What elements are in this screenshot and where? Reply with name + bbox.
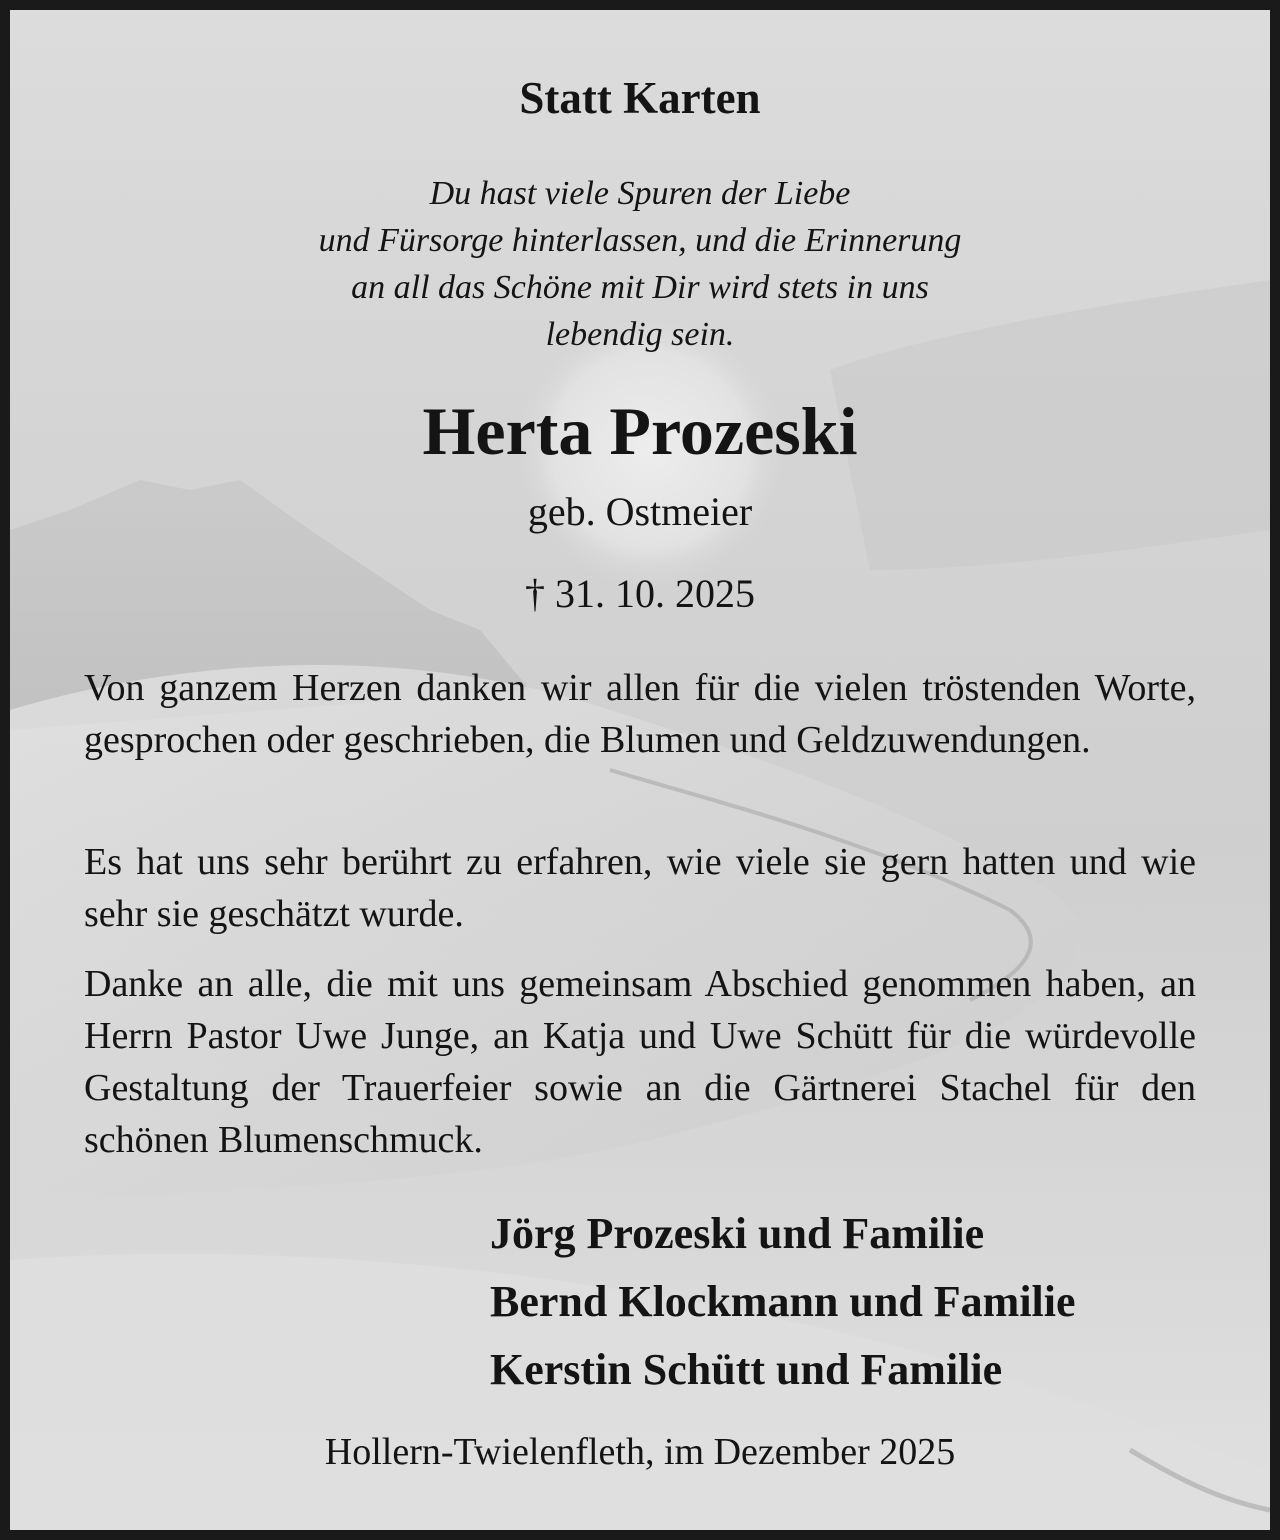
birth-name: geb. Ostmeier: [527, 489, 753, 534]
signer: Jörg Prozeski und Familie: [490, 1209, 985, 1258]
quote-line: an all das Schöne mit Dir wird stets in uns: [351, 269, 929, 306]
quote-line: und Fürsorge hinterlassen, und die Erinnerung: [318, 222, 962, 259]
thanks-paragraph: Es hat uns sehr berührt zu erfahren, wie viele sie gern hatten und wie sehr sie geschätzt wurde.: [84, 841, 1196, 935]
statt-karten-heading: Statt Karten: [519, 73, 761, 123]
quote-line: lebendig sein.: [545, 316, 735, 353]
quote-line: Du hast viele Spuren der Liebe: [429, 175, 851, 212]
signer: Bernd Klockmann und Familie: [490, 1277, 1076, 1326]
signers-list: [490, 1200, 1250, 1404]
thanks-paragraph: Von ganzem Herzen danken wir allen für die vielen tröstenden Worte, gesprochen oder geschrieben, die Blumen und Geldzuwendungen.: [84, 667, 1196, 761]
obituary-content: [10, 10, 1270, 1530]
obituary-card: [10, 10, 1270, 1530]
place-and-date: Hollern-Twielenfleth, im Dezember 2025: [324, 1431, 956, 1473]
deceased-name: Herta Prozeski: [422, 393, 858, 469]
signer: Kerstin Schütt und Familie: [490, 1345, 1003, 1394]
death-date: † 31. 10. 2025: [525, 571, 755, 616]
thanks-paragraph: Danke an alle, die mit uns gemeinsam Abschied genommen haben, an Herrn Pastor Uwe Junge, an Katja und Uwe Schütt für die würdevolle Gestaltung der Trauerfeier sowie an die Gärtnerei Stachel für den schönen Blumenschmuck.: [84, 963, 1196, 1161]
memorial-quote: [10, 170, 1270, 358]
